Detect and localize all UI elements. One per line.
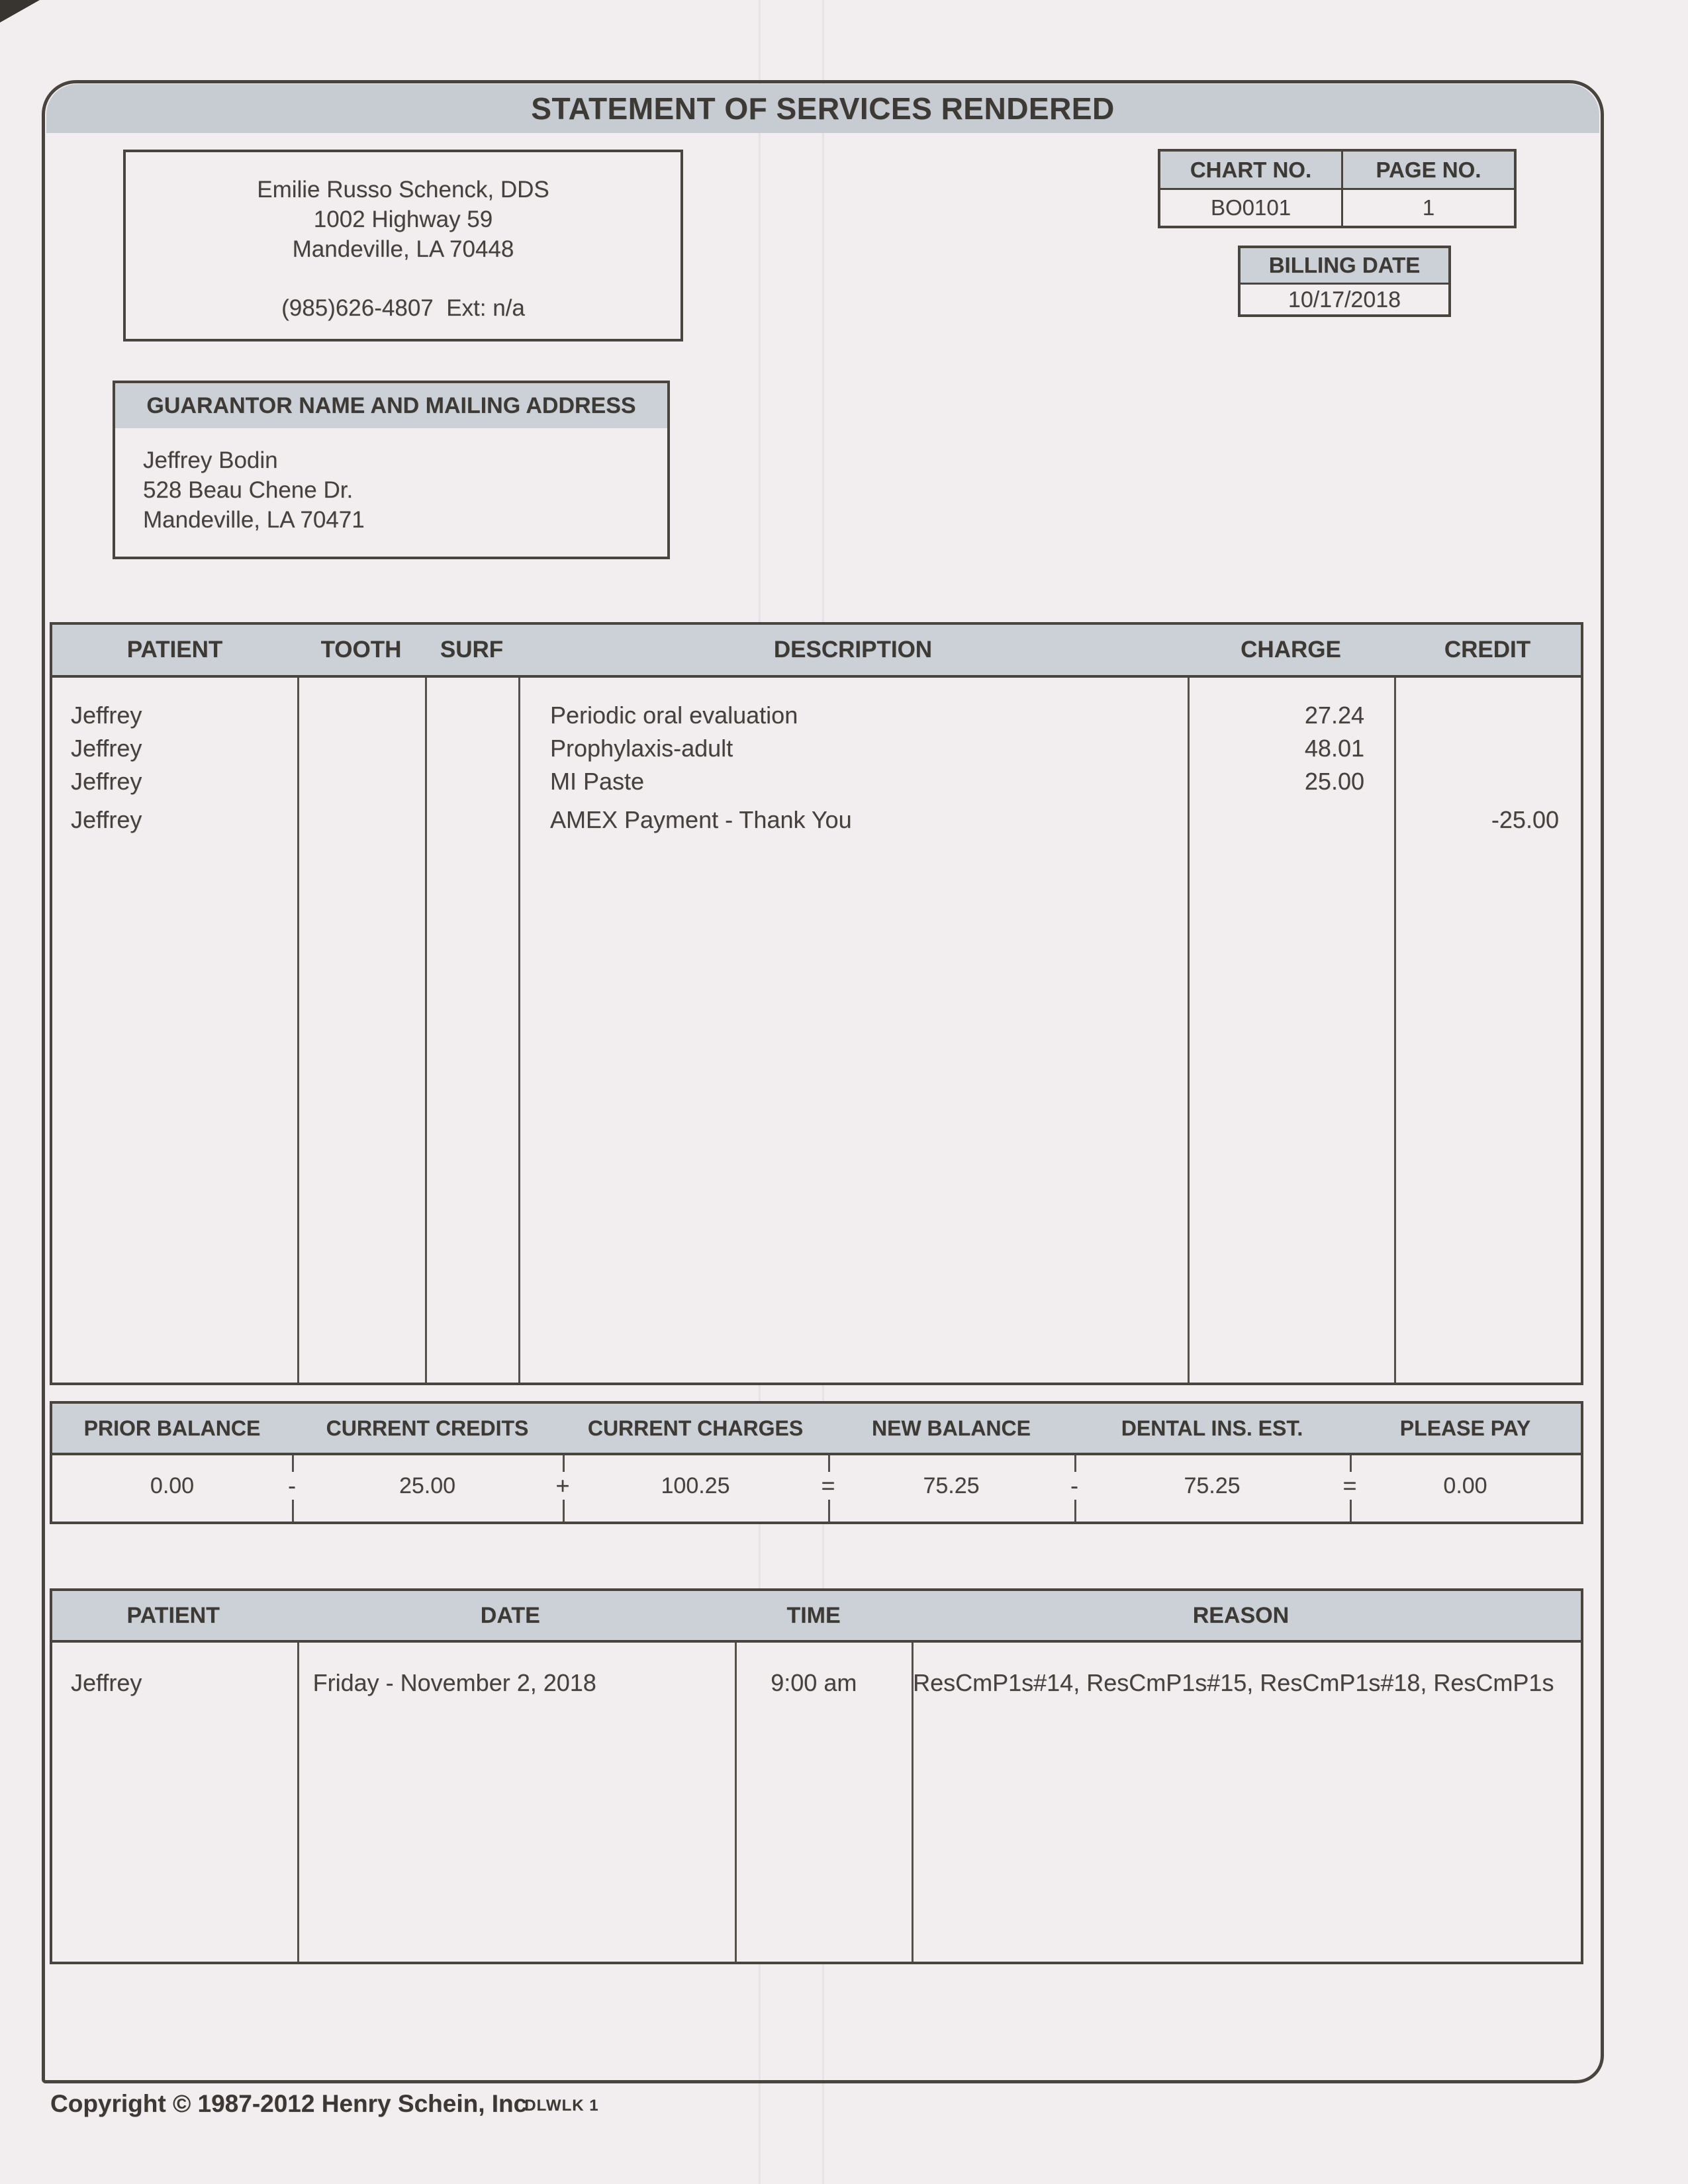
col-header-please-pay: PLEASE PAY [1399, 1416, 1531, 1440]
services-table-header [52, 625, 1581, 678]
dental-ins-est-value: 75.25 [1184, 1473, 1241, 1498]
prior-balance-value: 0.00 [150, 1473, 195, 1498]
footer [50, 2090, 599, 2118]
service-patient: Jeffrey [71, 735, 142, 762]
operator-equals: = [1340, 1472, 1359, 1500]
copyright-text: Copyright © 1987-2012 Henry Schein, Inc [50, 2090, 528, 2117]
operator-minus: - [1068, 1472, 1081, 1500]
provider-address-line2: Mandeville, LA 70448 [292, 236, 514, 262]
service-row [52, 699, 1581, 732]
col-header-charge: CHARGE [1241, 637, 1341, 662]
operator-equals: = [818, 1472, 837, 1500]
service-row [52, 803, 1581, 837]
col-header-patient: PATIENT [126, 637, 223, 662]
balance-summary-header [52, 1404, 1581, 1455]
col-header-time: TIME [786, 1602, 841, 1628]
chart-no-value: BO0101 [1160, 190, 1343, 226]
service-description: Periodic oral evaluation [550, 702, 798, 729]
page-no-header: PAGE NO. [1343, 152, 1514, 190]
current-charges-value: 100.25 [661, 1473, 730, 1498]
please-pay-value: 0.00 [1443, 1473, 1487, 1498]
chart-no-header: CHART NO. [1160, 152, 1343, 190]
service-row [52, 765, 1581, 798]
appointment-row [52, 1669, 1581, 1697]
operator-plus: + [553, 1472, 572, 1500]
service-row [52, 732, 1581, 765]
column-divider [912, 1591, 914, 1962]
appointment-time: 9:00 am [771, 1669, 857, 1696]
guarantor-header: GUARANTOR NAME AND MAILING ADDRESS [115, 383, 667, 428]
operator-minus: - [285, 1472, 299, 1500]
billing-date-value: 10/17/2018 [1288, 287, 1401, 312]
service-patient: Jeffrey [71, 702, 142, 729]
col-header-current-charges: CURRENT CHARGES [587, 1416, 804, 1440]
provider-phone: (985)626-4807 Ext: n/a [281, 295, 525, 321]
service-patient: Jeffrey [71, 806, 142, 833]
col-header-date: DATE [480, 1602, 540, 1628]
provider-address-line1: 1002 Highway 59 [313, 206, 493, 232]
col-header-patient: PATIENT [126, 1602, 220, 1628]
col-header-surf: SURF [440, 637, 504, 662]
col-header-credit: CREDIT [1444, 637, 1531, 662]
service-charge: 48.01 [1304, 735, 1364, 762]
appointments-table-header [52, 1591, 1581, 1643]
scan-artifact-corner [0, 0, 40, 23]
provider-name: Emilie Russo Schenck, DDS [257, 177, 549, 203]
page-title: STATEMENT OF SERVICES RENDERED [531, 91, 1115, 126]
col-header-new-balance: NEW BALANCE [872, 1416, 1031, 1440]
col-header-current-credits: CURRENT CREDITS [326, 1416, 529, 1440]
appointment-reason: ResCmP1s#14, ResCmP1s#15, ResCmP1s#18, ResCmP1s [913, 1669, 1554, 1696]
services-table-body [52, 678, 1581, 837]
chart-page-table [1158, 149, 1517, 228]
balance-summary-table [50, 1401, 1583, 1524]
service-description: Prophylaxis-adult [550, 735, 733, 762]
appointments-table [50, 1588, 1583, 1964]
new-balance-value: 75.25 [923, 1473, 980, 1498]
guarantor-address-line2: Mandeville, LA 70471 [143, 507, 365, 533]
column-divider [735, 1591, 737, 1962]
service-patient: Jeffrey [71, 768, 142, 795]
title-bar [46, 84, 1599, 133]
col-header-tooth: TOOTH [320, 637, 402, 662]
col-header-reason: REASON [1192, 1602, 1289, 1628]
guarantor-address-line1: 528 Beau Chene Dr. [143, 477, 353, 503]
current-credits-value: 25.00 [399, 1473, 456, 1498]
column-divider [297, 1591, 299, 1962]
form-code: DLWLK 1 [524, 2097, 599, 2115]
col-header-dental-ins-est: DENTAL INS. EST. [1121, 1416, 1303, 1440]
service-charge: 25.00 [1304, 768, 1364, 795]
col-header-prior-balance: PRIOR BALANCE [83, 1416, 261, 1440]
appointment-patient: Jeffrey [71, 1669, 142, 1696]
provider-info-box [123, 150, 683, 341]
service-description: AMEX Payment - Thank You [550, 806, 852, 833]
billing-date-header: BILLING DATE [1241, 248, 1448, 285]
service-description: MI Paste [550, 768, 645, 795]
appointment-date: Friday - November 2, 2018 [312, 1669, 596, 1696]
service-credit: -25.00 [1491, 806, 1559, 833]
service-charge: 27.24 [1304, 702, 1364, 729]
billing-date-box [1238, 246, 1451, 317]
services-table [50, 622, 1583, 1385]
guarantor-box [113, 381, 670, 559]
guarantor-name: Jeffrey Bodin [143, 447, 278, 473]
page-no-value: 1 [1422, 195, 1435, 220]
col-header-description: DESCRIPTION [773, 637, 933, 662]
